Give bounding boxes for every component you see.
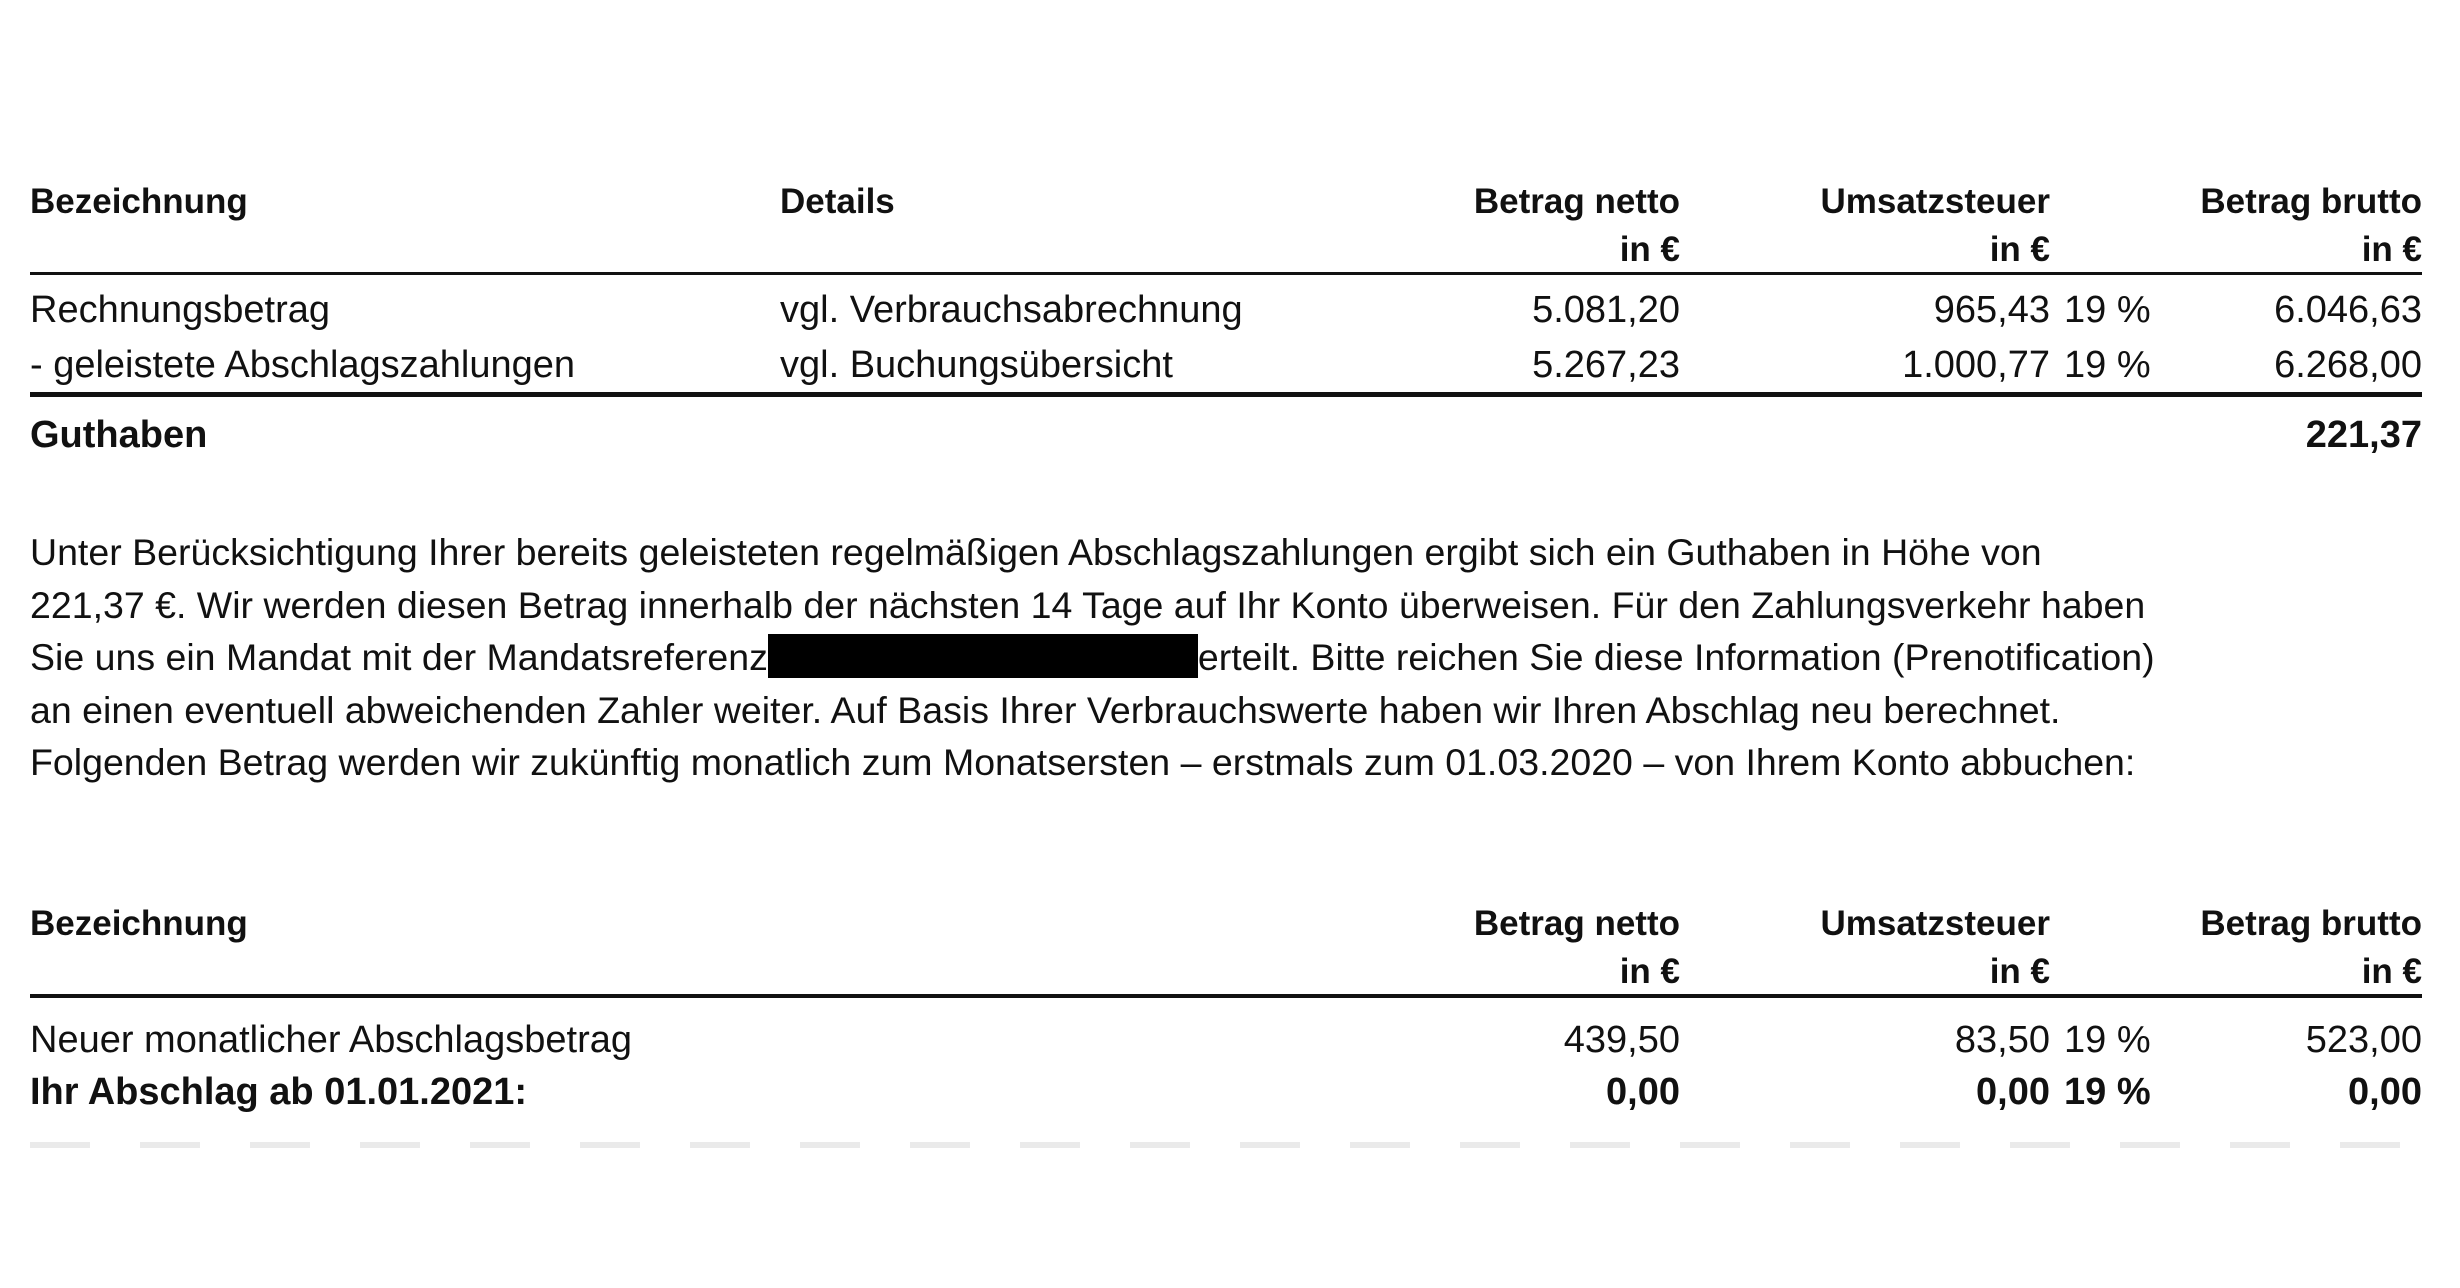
row-netto: 439,50 — [1563, 1019, 1680, 1061]
row-ust: 83,50 — [1954, 1019, 2050, 1061]
row-netto: 5.081,20 — [1532, 289, 1680, 331]
header-netto: Betrag netto — [1473, 182, 1680, 221]
header-ust-unit: in € — [1989, 952, 2050, 991]
row-bezeichnung: Neuer monatlicher Abschlagsbetrag — [30, 1019, 633, 1061]
header-brutto: Betrag brutto — [2200, 182, 2422, 221]
paragraph-line — [30, 631, 2430, 684]
explanation-paragraph — [30, 526, 2430, 789]
total-label: Guthaben — [30, 414, 208, 456]
header-bezeichnung: Bezeichnung — [30, 182, 248, 221]
row-rate: 19 % — [2064, 344, 2151, 386]
row-ust: 1.000,77 — [1902, 344, 2050, 386]
header-netto: Betrag netto — [1473, 904, 1680, 943]
row-netto: 0,00 — [1606, 1071, 1680, 1113]
row-rate: 19 % — [2064, 289, 2151, 331]
row-ust: 0,00 — [1976, 1071, 2050, 1113]
header-brutto-unit: in € — [2361, 230, 2422, 269]
paragraph-line: 221,37 €. Wir werden diesen Betrag innerhalb der nächsten 14 Tage auf Ihr Konto überweisen. Für den Zahlungsverkehr haben — [30, 583, 2146, 626]
row-bezeichnung: Rechnungsbetrag — [30, 289, 330, 331]
paragraph-line: Unter Berücksichtigung Ihrer bereits geleisteten regelmäßigen Abschlagszahlungen ergibt sich ein Guthaben in Höhe von — [30, 531, 2042, 573]
row-netto: 5.267,23 — [1532, 344, 1680, 386]
header-ust-unit: in € — [1989, 230, 2050, 269]
paragraph-line: an einen eventuell abweichenden Zahler weiter. Auf Basis Ihrer Verbrauchswerte haben wir Ihren Abschlag neu berechnet. — [30, 688, 2061, 731]
cut-off-text-line — [30, 1142, 2422, 1148]
row-bezeichnung: Ihr Abschlag ab 01.01.2021: — [30, 1071, 528, 1113]
row-rate: 19 % — [2064, 1019, 2151, 1061]
total-rule — [30, 392, 2422, 397]
paragraph-text: erteilt. Bitte reichen Sie diese Information (Prenotification) — [1197, 636, 2155, 678]
row-details: vgl. Buchungsübersicht — [780, 344, 1173, 386]
header-rule — [30, 994, 2422, 998]
header-ust: Umsatzsteuer — [1820, 904, 2050, 943]
row-bezeichnung: - geleistete Abschlagszahlungen — [30, 344, 576, 386]
paragraph-text: Sie uns ein Mandat mit der Mandatsreferenz — [30, 636, 768, 678]
total-value: 221,37 — [2305, 414, 2422, 456]
paragraph-line: Folgenden Betrag werden wir zukünftig monatlich zum Monatsersten – erstmals zum 01.03.2020 – von Ihrem Konto abbuchen: — [30, 741, 2136, 783]
redacted-mandate-reference — [768, 634, 1198, 678]
row-brutto: 6.268,00 — [2274, 344, 2422, 386]
header-netto-unit: in € — [1619, 952, 1680, 991]
header-ust: Umsatzsteuer — [1820, 182, 2050, 221]
header-brutto: Betrag brutto — [2200, 904, 2422, 943]
header-netto-unit: in € — [1619, 230, 1680, 269]
row-brutto: 523,00 — [2305, 1019, 2422, 1061]
row-ust: 965,43 — [1933, 289, 2050, 331]
header-details: Details — [780, 182, 895, 221]
row-brutto: 0,00 — [2348, 1071, 2422, 1113]
row-details: vgl. Verbrauchsabrechnung — [780, 289, 1243, 331]
header-rule — [30, 272, 2422, 275]
row-brutto: 6.046,63 — [2274, 289, 2422, 331]
header-bezeichnung: Bezeichnung — [30, 904, 248, 943]
header-brutto-unit: in € — [2361, 952, 2422, 991]
row-rate: 19 % — [2064, 1071, 2151, 1113]
